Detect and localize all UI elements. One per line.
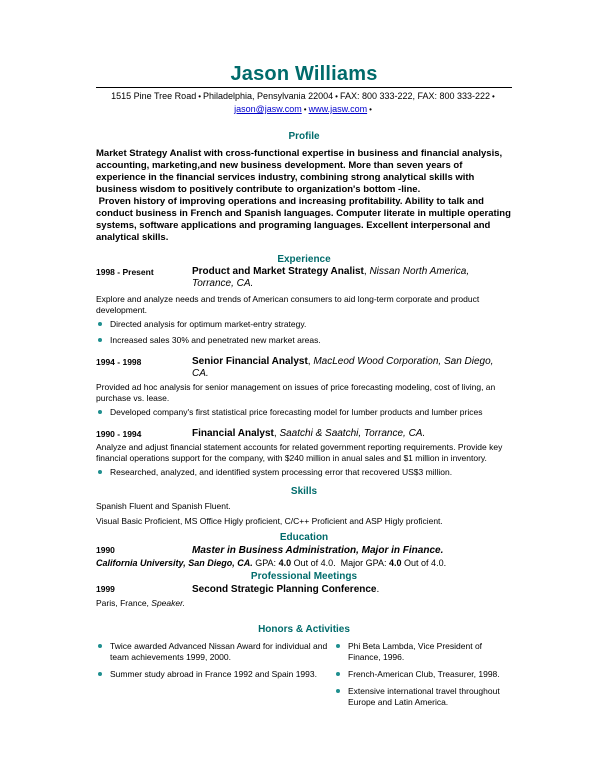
fax: FAX: 800 333-222, FAX: 800 333-222	[339, 91, 491, 101]
job-title-line: Financial Analyst, Saatchi & Saatchi, Torrance, CA.	[192, 428, 426, 439]
job-company: MacLeod Wood Corporation, San Diego, CA.	[192, 356, 494, 379]
job-title-line: Senior Financial Analyst, MacLeod Wood Corporation, San Diego, CA.	[192, 356, 494, 379]
job-description: Provided ad hoc analysis for senior management on issues of price forecasting modeling, cost of living, an purchase vs. lease.	[96, 382, 496, 403]
city: Philadelphia, Pensylvania 22004	[203, 91, 334, 101]
bullet-icon	[98, 470, 102, 474]
job-company: Saatchi & Saatchi, Torrance, CA.	[279, 428, 426, 439]
job-title: Product and Market Strategy Analist	[192, 266, 364, 277]
list-item: Extensive international travel throughout Europe and Latin America.	[334, 686, 512, 708]
skills-line-1: Spanish Fluent and Spanish Fluent.	[96, 501, 231, 511]
profile-paragraph-2: Proven history of improving operations and increasing profitability. Ability to talk and conduct business in French and Spanish languages. Computer literate in multiple operating systems, software applications and programing languages. Excellent interpersonal and analytical skills.	[96, 196, 511, 243]
separator: •	[198, 92, 202, 101]
honors-heading: Honors & Activities	[258, 624, 350, 635]
profile-text	[96, 148, 512, 244]
list-item: Increased sales 30% and penetrated new market areas.	[96, 335, 512, 346]
meetings-place: Paris, France,	[96, 598, 149, 608]
header-divider	[96, 87, 512, 88]
bullet-icon	[336, 689, 340, 693]
bullet-icon	[336, 672, 340, 676]
separator: •	[369, 105, 372, 114]
resume-name: Jason Williams	[230, 63, 378, 85]
email-link[interactable]: jason@jasw.com	[234, 104, 302, 114]
bullet-icon	[98, 338, 102, 342]
meetings-role: Speaker.	[151, 598, 185, 608]
job-dates: 1990 - 1994	[96, 429, 142, 439]
meetings-header	[96, 583, 512, 596]
meetings-title: Second Strategic Planning Conference	[192, 584, 377, 595]
profile-paragraph-1: Market Strategy Analist with cross-functional expertise in business and financial analysis, accounting, marketing,and new business development. More than seven years of experience in the financial services industry, combining strong analytical skills with business wisdom to positively contribute to organization's bottom -line.	[96, 148, 503, 195]
skills-line-2: Visual Basic Proficient, MS Office Higly proficient, C/C++ Proficient and ASP Higly proficient.	[96, 516, 443, 526]
bullet-icon	[336, 644, 340, 648]
website-link[interactable]: www.jasw.com	[308, 104, 368, 114]
contact-info	[96, 90, 512, 116]
skills-heading: Skills	[290, 486, 318, 497]
honors-columns	[96, 641, 512, 713]
job-bullets	[96, 319, 512, 346]
separator: •	[335, 92, 338, 101]
meetings-year: 1999	[96, 584, 115, 594]
list-item: Developed company's first statistical price forecasting model for lumber products and lumber prices	[96, 407, 512, 418]
list-item: Twice awarded Advanced Nissan Award for individual and team achievements 1999, 2000.	[96, 641, 334, 663]
meetings-title-line: Second Strategic Planning Conference.	[192, 584, 380, 595]
education-school: California University, San Diego, CA.	[96, 558, 253, 568]
list-item: Directed analysis for optimum market-entry strategy.	[96, 319, 512, 330]
bullet-icon	[98, 672, 102, 676]
address: 1515 Pine Tree Road	[111, 91, 197, 101]
job-header	[96, 356, 512, 380]
honors-right-list	[334, 641, 512, 713]
education-degree: Master in Business Administration, Major in Finance.	[192, 545, 444, 556]
meetings-heading: Professional Meetings	[250, 571, 358, 582]
honors-left-list	[96, 641, 334, 713]
education-year: 1990	[96, 545, 115, 555]
job-title-line: Product and Market Strategy Analist, Nissan North America, Torrance, CA.	[192, 266, 470, 289]
job-company: Nissan North America, Torrance, CA.	[192, 266, 470, 289]
list-item: Phi Beta Lambda, Vice President of Finance, 1996.	[334, 641, 512, 663]
job-header	[96, 428, 512, 440]
job-bullets	[96, 467, 512, 478]
meetings-place-line	[96, 598, 512, 609]
profile-heading: Profile	[288, 131, 320, 142]
bullet-icon	[98, 644, 102, 648]
job-dates: 1998 - Present	[96, 267, 154, 277]
job-header	[96, 266, 512, 290]
job-title: Senior Financial Analyst	[192, 356, 308, 367]
job-title: Financial Analyst	[192, 428, 274, 439]
job-bullets	[96, 407, 512, 418]
experience-heading: Experience	[277, 254, 331, 265]
list-item: Summer study abroad in France 1992 and Spain 1993.	[96, 669, 334, 680]
separator: •	[492, 92, 495, 101]
education-details: California University, San Diego, CA. GPA: 4.0 Out of 4.0. Major GPA: 4.0 Out of 4.0.	[96, 558, 447, 568]
job-description: Analyze and adjust financial statement accounts for related government reporting requirements. Provide key financial operations support for the company, with $240 million in anual sales and $1 million in inventory.	[96, 442, 503, 463]
job-dates: 1994 - 1998	[96, 357, 142, 367]
resume-page	[96, 62, 512, 713]
education-header	[96, 544, 512, 557]
list-item: Researched, analyzed, and identified system processing error that recovered US$3 million.	[96, 467, 512, 478]
job-description: Explore and analyze needs and trends of American consumers to aid long-term corporate and product development.	[96, 294, 480, 315]
separator: •	[303, 105, 307, 114]
bullet-icon	[98, 410, 102, 414]
bullet-icon	[98, 322, 102, 326]
education-heading: Education	[279, 532, 329, 543]
list-item: French-American Club, Treasurer, 1998.	[334, 669, 512, 680]
